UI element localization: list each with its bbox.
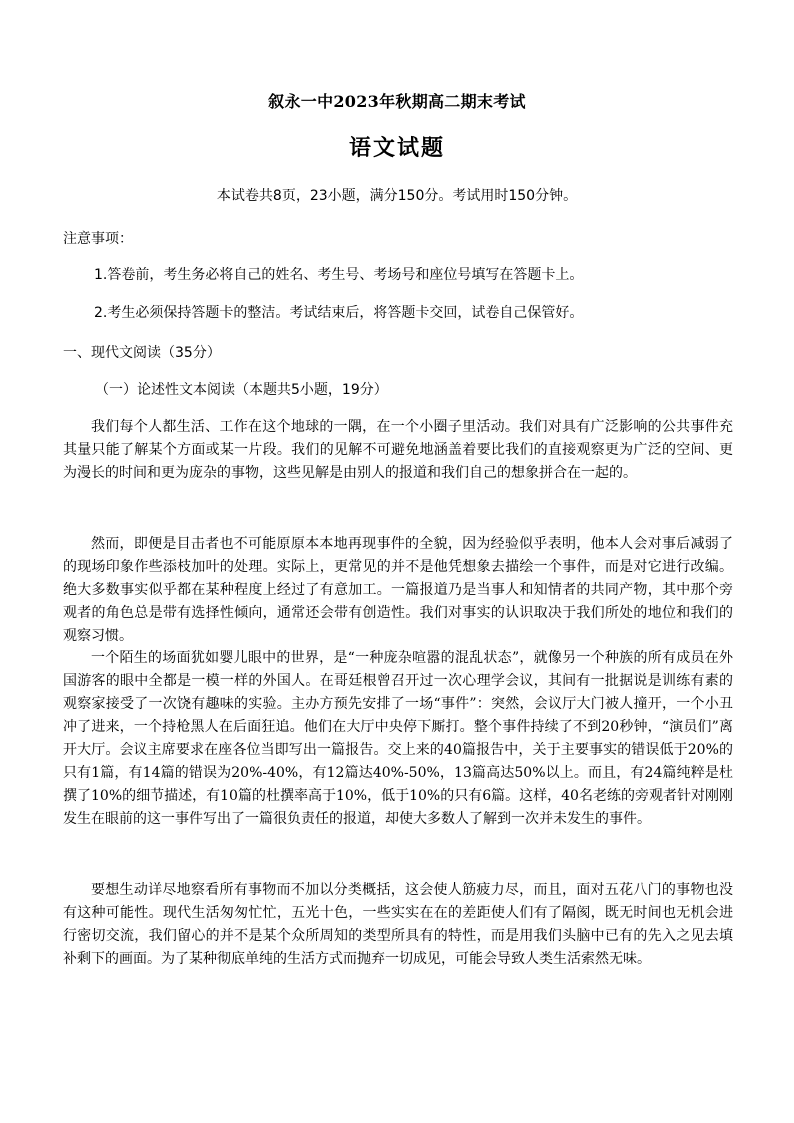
article-paragraph-2	[63, 533, 733, 648]
exam-intro: 本试卷共8页，23小题，满分150分。考试用时150分钟。	[216, 188, 578, 204]
paragraph-text: 一个陌生的场面犹如婴儿眼中的世界，是“一种庞杂喧嚣的混乱状态”，就像另一个种族的所有成员在外国游客的眼中全都是一模一样的外国人。在哥廷根曾召开过一次心理学会议，其间有一批据说是训练有素的观察家接受了一次饶有趣味的实验。主办方预先安排了一场“事件”：突然，会议厅大门被人撞开，一个小丑冲了进来，一个持枪黑人在后面狂追。他们在大厅中央停下厮打。整个事件持续了不到20秒钟，“演员们”离开大厅。会议主席要求在座各位当即写出一篇报告。交上来的40篇报告中，关于主要事实的错误低于20%的只有1篇，有14篇的错误为20%-40%，有12篇达40%-50%，13篇高达50%以上。而且，有24篇纯粹是杜撰了10%的细节描述，有10篇的杜撰率高于10%，低于10%的只有6篇。这样，40名老练的旁观者针对刚刚发生在眼前的这一事件写出了一篇很负责任的报道，却使大多数人了解到一次并未发生的事件。	[63, 650, 733, 827]
article-paragraph-1	[63, 416, 733, 485]
paragraph-text: 要想生动详尽地察看所有事物而不加以分类概括，这会使人筋疲力尽，而且，面对五花八门的事物也没有这种可能性。现代生活匆匆忙忙，五光十色，一些实实在在的差距使人们有了隔阂，既无时间也无机会进行密切交流，我们留心的并不是某个众所周知的类型所具有的特性，而是用我们头脑中已有的先入之见去填补剩下的画面。为了某种彻底单纯的生活方式而抛弃一切成见，可能会导致人类生活索然无味。	[63, 882, 733, 967]
subsection-heading: （一）论述性文本阅读（本题共5小题，19分）	[95, 382, 388, 398]
note-item: 1.答卷前，考生务必将自己的姓名、考生号、考场号和座位号填写在答题卡上。	[94, 267, 584, 283]
notes-heading: 注意事项：	[63, 231, 133, 247]
section-heading: 一、现代文阅读（35分）	[63, 345, 221, 361]
article-paragraph-3	[63, 647, 733, 831]
paragraph-text: 我们每个人都生活、工作在这个地球的一隅，在一个小圈子里活动。我们对具有广泛影响的公共事件充其量只能了解某个方面或某一片段。我们的见解不可避免地涵盖着要比我们的直接观察更为广泛的空间、更为漫长的时间和更为庞杂的事物，这些见解是由别人的报道和我们自己的想象拼合在一起的。	[63, 419, 733, 481]
subject-title: 语文试题	[348, 135, 445, 161]
paragraph-text: 然而，即便是目击者也不可能原原本本地再现事件的全貌，因为经验似乎表明，他本人会对事后减弱了的现场印象作些添枝加叶的处理。实际上，更常见的并不是他凭想象去描绘一个事件，而是对它进行改编。绝大多数事实似乎都在某种程度上经过了有意加工。一篇报道乃是当事人和知情者的共同产物，其中那个旁观者的角色总是带有选择性倾向，通常还会带有创造性。我们对事实的认识取决于我们所处的地位和我们的观察习惯。	[63, 536, 733, 644]
note-item: 2.考生必须保持答题卡的整洁。考试结束后，将答题卡交回，试卷自己保管好。	[94, 305, 584, 321]
exam-title: 叙永一中2023年秋期高二期末考试	[268, 92, 526, 111]
article-paragraph-4	[63, 879, 733, 971]
